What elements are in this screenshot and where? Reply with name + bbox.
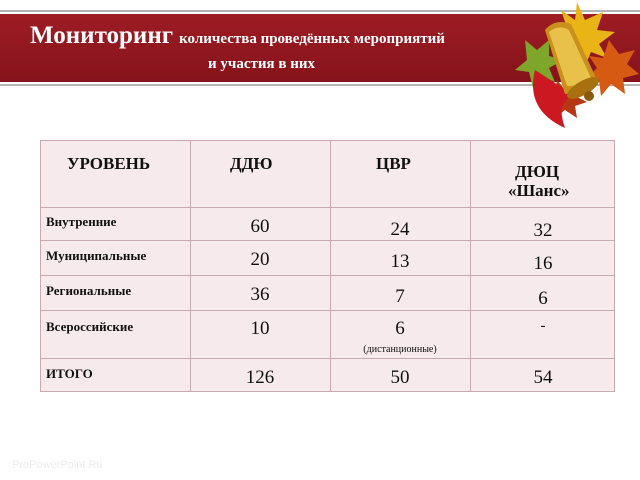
header-cvr: ЦВР xyxy=(376,154,411,173)
title-subtitle-line2: и участия в них xyxy=(208,56,316,72)
page-title xyxy=(30,22,445,50)
cell-cvr-allrussian-note: (дистанционные) xyxy=(363,344,437,355)
cell-cvr-total: 50 xyxy=(390,367,410,388)
cell-duc-internal: 32 xyxy=(533,220,553,241)
column-divider xyxy=(330,140,331,392)
row-label-total: ИТОГО xyxy=(46,366,93,381)
cell-ddu-regional: 36 xyxy=(250,284,270,305)
cell-ddu-internal: 60 xyxy=(250,216,270,237)
header-level: УРОВЕНЬ xyxy=(67,154,151,173)
title-subtitle-line1: количества проведённых мероприятий xyxy=(179,31,445,47)
cell-duc-total: 54 xyxy=(533,367,553,388)
cell-duc-regional: 6 xyxy=(538,288,548,309)
row-divider xyxy=(40,358,615,359)
row-divider xyxy=(40,310,615,311)
monitoring-table xyxy=(40,140,615,392)
row-divider xyxy=(40,240,615,241)
cell-cvr-regional: 7 xyxy=(395,286,405,307)
row-label-municipal: Муниципальные xyxy=(46,248,147,263)
row-label-regional: Региональные xyxy=(46,283,132,298)
row-label-internal: Внутренние xyxy=(46,214,117,229)
row-label-allrussian: Всероссийские xyxy=(46,319,134,334)
title-main-word: Мониторинг xyxy=(30,22,174,49)
header-duc: ДЮЦ xyxy=(515,162,560,181)
header-ddu: ДДЮ xyxy=(230,154,273,173)
cell-ddu-municipal: 20 xyxy=(250,249,270,270)
cell-cvr-municipal: 13 xyxy=(390,251,410,272)
cell-duc-allrussian: - xyxy=(540,318,546,334)
bell-icon xyxy=(505,0,640,135)
header-duc-name: «Шанс» xyxy=(508,181,570,200)
cell-cvr-internal: 24 xyxy=(390,219,410,240)
cell-ddu-allrussian: 10 xyxy=(250,318,270,339)
row-divider xyxy=(40,275,615,276)
watermark: ProPowerPoint.Ru xyxy=(12,459,103,471)
column-divider xyxy=(190,140,191,392)
cell-ddu-total: 126 xyxy=(245,367,275,388)
cell-cvr-allrussian: 6 xyxy=(395,318,405,339)
cell-duc-municipal: 16 xyxy=(533,253,553,274)
column-divider xyxy=(470,140,471,392)
row-divider xyxy=(40,207,615,208)
